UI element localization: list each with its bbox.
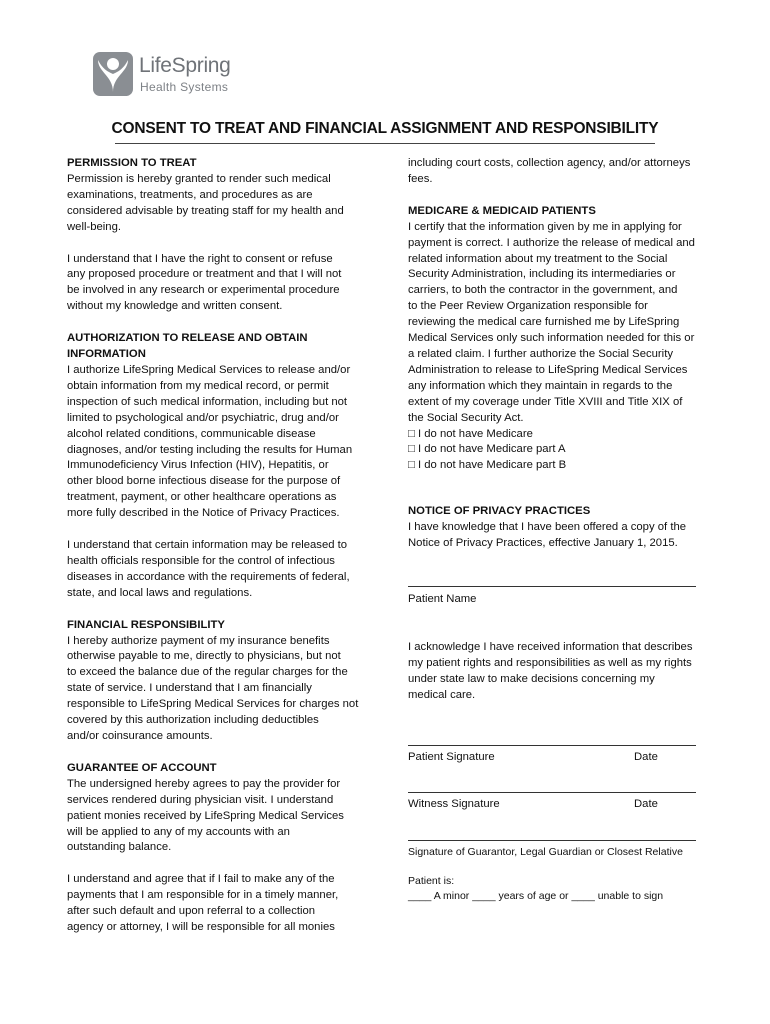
acknowledge-line: under state law to make decisions concerning my — [408, 672, 655, 685]
witness-date-label: Date — [634, 798, 658, 810]
authorization-line: diagnoses, and/or testing including the results for Human — [67, 443, 353, 456]
financial-line: covered by this authorization including deductibles — [67, 714, 319, 727]
permission-line: Permission is hereby granted to render such medical — [67, 172, 331, 185]
medicare-line: I certify that the information given by me in applying for — [408, 220, 682, 233]
acknowledge-block — [408, 640, 708, 704]
right-column — [408, 156, 708, 552]
permission-line: considered advisable by treating staff for my health and — [67, 204, 344, 217]
release-line: health officials responsible for the control of infectious — [67, 554, 335, 567]
authorization-heading: AUTHORIZATION TO RELEASE AND OBTAIN — [67, 332, 308, 345]
no-medicare-part-b-checkbox[interactable]: □ I do not have Medicare part B — [408, 459, 567, 472]
patient-is-label: Patient is: — [408, 875, 455, 887]
medicare-line: any information which they maintain in regards to the — [408, 379, 673, 392]
continuation-line: including court costs, collection agency, and/or attorneys — [408, 157, 691, 169]
default-line: agency or attorney, I will be responsible for all monies — [67, 921, 335, 934]
guarantee-line: The undersigned hereby agrees to pay the provider for — [67, 777, 341, 790]
privacy-line: Notice of Privacy Practices, effective January 1, 2015. — [408, 537, 678, 550]
patient-signature-line[interactable] — [408, 745, 696, 746]
guarantee-line: outstanding balance. — [67, 841, 172, 854]
lifespring-logo-icon — [93, 52, 133, 96]
release-line: state, and local laws and regulations. — [67, 586, 253, 599]
medicare-heading: MEDICARE & MEDICAID PATIENTS — [408, 204, 596, 217]
financial-line: I hereby authorize payment of my insurance benefits — [67, 634, 330, 647]
document-title: CONSENT TO TREAT AND FINANCIAL ASSIGNMENT AND RESPONSIBILITY — [111, 120, 659, 137]
continuation-line: fees. — [408, 172, 433, 185]
medicare-line: reviewing the medical care furnished me by LifeSpring — [408, 316, 680, 329]
medicare-line: payment is correct. I authorize the release of medical and — [408, 236, 695, 249]
guarantee-heading: GUARANTEE OF ACCOUNT — [67, 761, 217, 774]
left-column — [67, 156, 367, 936]
medicare-line: related information about my treatment to the Social — [408, 252, 668, 265]
permission-line: well-being. — [67, 220, 122, 233]
patient-date-label: Date — [634, 751, 658, 763]
guarantee-line: patient monies received by LifeSpring Medical Services — [67, 809, 344, 822]
authorization-line: obtain information from my medical record, or permit — [67, 379, 329, 392]
no-medicare-part-a-checkbox[interactable]: □ I do not have Medicare part A — [408, 443, 566, 456]
medicare-line: the Social Security Act. — [408, 411, 524, 424]
medicare-line: a related claim. I further authorize the Social Security — [408, 347, 673, 360]
default-line: I understand and agree that if I fail to make any of the — [67, 873, 335, 886]
medicare-line: Medical Services only such information needed for this or — [408, 332, 695, 345]
release-line: I understand that certain information may be released to — [67, 539, 348, 552]
acknowledge-line: medical care. — [408, 688, 476, 701]
default-line: after such default and upon referral to a collection — [67, 905, 316, 918]
logo — [93, 52, 243, 100]
patient-signature-label: Patient Signature — [408, 751, 495, 763]
financial-line: responsible to LifeSpring Medical Services for charges not — [67, 698, 359, 711]
consent-line: any proposed procedure or treatment and that I will not — [67, 268, 342, 281]
authorization-line: I authorize LifeSpring Medical Services to release and/or — [67, 363, 351, 376]
medicare-line: extent of my coverage under Title XVIII and Title XIX of — [408, 395, 683, 408]
authorization-line: more fully described in the Notice of Privacy Practices. — [67, 507, 340, 520]
default-line: payments that I am responsible for in a timely manner, — [67, 889, 339, 902]
patient-is-options[interactable]: ____ A minor ____ years of age or ____ unable to sign — [408, 890, 664, 902]
logo-subtitle: Health Systems — [140, 80, 229, 94]
witness-signature-line[interactable] — [408, 792, 696, 793]
medicare-line: to the Peer Review Organization responsible for — [408, 300, 648, 313]
witness-signature-label: Witness Signature — [408, 798, 500, 810]
permission-heading: PERMISSION TO TREAT — [67, 157, 197, 169]
privacy-line: I have knowledge that I have been offered a copy of the — [408, 521, 687, 534]
medicare-line: carriers, to both the contractor in the government, and — [408, 284, 678, 297]
authorization-line: inspection of such medical information, including but not — [67, 395, 348, 408]
consent-line: be involved in any research or experimental procedure — [67, 284, 340, 297]
privacy-heading: NOTICE OF PRIVACY PRACTICES — [408, 505, 591, 518]
financial-line: to exceed the balance due of the regular charges for the — [67, 666, 348, 679]
consent-line: without my knowledge and written consent. — [67, 300, 283, 313]
title-rule — [115, 143, 655, 144]
medicare-line: Security Administration, including its intermediaries or — [408, 268, 676, 281]
patient-name-label: Patient Name — [408, 593, 477, 605]
authorization-line: Immunodeficiency Virus Infection (HIV), Hepatitis, or — [67, 459, 329, 472]
consent-line: I understand that I have the right to consent or refuse — [67, 252, 333, 265]
financial-line: and/or coinsurance amounts. — [67, 730, 213, 742]
authorization-heading: INFORMATION — [67, 348, 146, 361]
financial-line: state of service. I understand that I am financially — [67, 682, 312, 695]
guarantee-line: will be applied to any of my accounts with an — [67, 825, 290, 838]
no-medicare-checkbox[interactable]: □ I do not have Medicare — [408, 427, 533, 440]
financial-heading: FINANCIAL RESPONSIBILITY — [67, 618, 225, 631]
financial-line: otherwise payable to me, directly to physicians, but not — [67, 650, 341, 663]
authorization-line: alcohol related conditions, communicable disease — [67, 427, 316, 440]
patient-name-line[interactable] — [408, 586, 696, 587]
medicare-line: Administration to release to LifeSpring Medical Services — [408, 363, 688, 376]
authorization-line: limited to psychological and/or psychiatric, drug and/or — [67, 411, 339, 424]
authorization-line: other blood borne infectious disease for the purpose of — [67, 475, 341, 488]
permission-line: examinations, treatments, and procedures as are — [67, 188, 313, 201]
guardian-signature-label: Signature of Guarantor, Legal Guardian or Closest Relative — [408, 846, 683, 858]
authorization-line: treatment, payment, or other healthcare operations as — [67, 491, 337, 504]
acknowledge-line: my patient rights and responsibilities as well as my rights — [408, 656, 692, 669]
guarantee-line: services rendered during physician visit. I understand — [67, 793, 334, 806]
release-line: diseases in accordance with the requirements of federal, — [67, 570, 350, 583]
logo-name: LifeSpring — [139, 54, 231, 77]
acknowledge-line: I acknowledge I have received information that describes — [408, 641, 693, 653]
guardian-signature-line[interactable] — [408, 840, 696, 841]
